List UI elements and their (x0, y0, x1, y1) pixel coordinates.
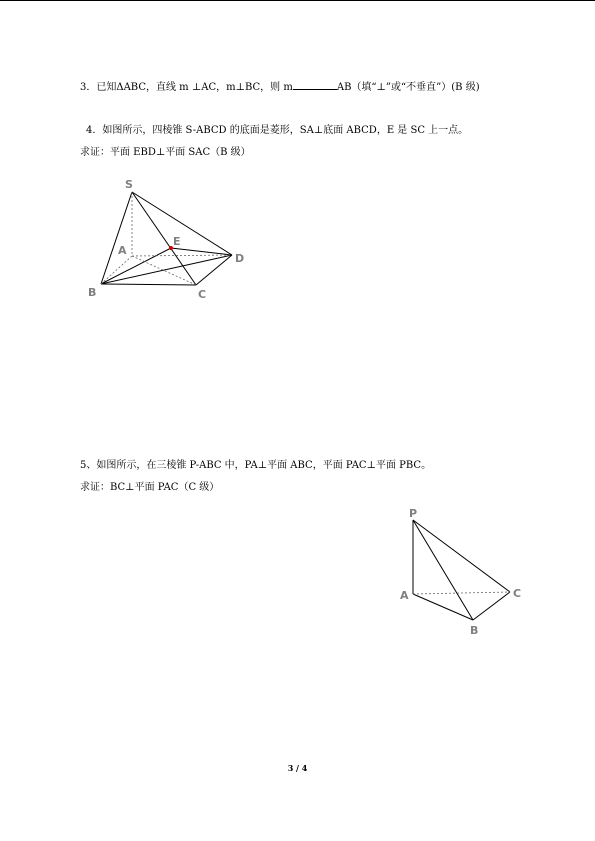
hidden-edge-ac (413, 592, 510, 594)
page-number: 3 / 4 (287, 763, 308, 773)
edge-pb (413, 520, 473, 620)
label-b: B (88, 286, 97, 299)
q5-prove: 求证：BC⊥平面 PAC（C 级） (80, 482, 220, 493)
edge-pc (413, 520, 510, 592)
q5-statement: 5、如图所示，在三棱锥 P-ABC 中，PA⊥平面 ABC，平面 PAC⊥平面 PBC。 (80, 460, 432, 471)
label-a: A (400, 589, 409, 602)
q3-text-pre: 3．已知ΔABC，直线 m ⊥AC，m⊥BC，则 m (80, 82, 293, 93)
edge-ab (413, 594, 473, 620)
label-d: D (235, 252, 245, 265)
label-s: S (125, 178, 133, 191)
label-c: C (513, 587, 522, 600)
label-c: C (198, 288, 207, 301)
edge-bc (473, 592, 510, 620)
q4-statement: 4．如图所示，四棱锥 S-ABCD 的底面是菱形，SA⊥底面 ABCD，E 是 SC 上一点。 (86, 125, 469, 136)
label-b: B (470, 624, 479, 637)
label-e: E (173, 235, 181, 248)
label-a: A (118, 244, 127, 257)
q3-text-post: AB（填“⊥”或“不垂直”）(B 级) (336, 82, 480, 93)
label-p: P (409, 507, 418, 520)
q4-prove: 求证：平面 EBD⊥平面 SAC（B 级） (80, 147, 251, 158)
